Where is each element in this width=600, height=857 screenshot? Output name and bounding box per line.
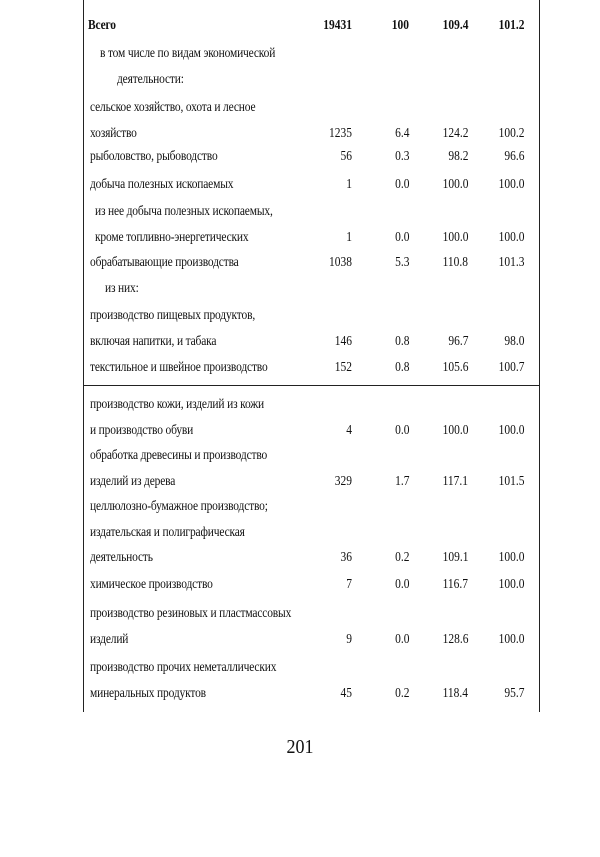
cell-value-col-3: 100.0	[442, 229, 468, 245]
cell-value-col-1: 1	[346, 229, 352, 245]
row-label-line: в том числе по видам экономической	[100, 46, 276, 61]
cell-value-col-1: 19431	[323, 18, 352, 33]
cell-value-col-3: 105.6	[442, 360, 468, 375]
row-label-line: рыболовство, рыбоводство	[90, 149, 218, 164]
table-left-border	[83, 0, 84, 712]
cell-value-col-2: 0.3	[394, 149, 409, 164]
cell-value-col-1: 9	[346, 631, 352, 647]
cell-value-col-3: 109.1	[442, 550, 468, 565]
cell-value-col-4: 101.5	[498, 473, 524, 489]
row-label-line: производство пищевых продуктов,	[90, 308, 256, 323]
cell-value-col-4: 95.7	[503, 685, 524, 701]
cell-value-col-1: 1	[346, 177, 352, 192]
row-label-line: обрабатывающие производства	[90, 255, 239, 270]
cell-value-col-3: 96.7	[447, 333, 468, 349]
cell-value-col-3: 109.4	[442, 18, 468, 33]
cell-value-col-3: 118.4	[442, 685, 468, 701]
cell-value-col-2: 0.0	[394, 422, 409, 438]
row-label-line: производство кожи, изделий из кожи	[90, 397, 265, 412]
row-label-line: химическое производство	[90, 577, 213, 592]
row-label-line: производство прочих неметаллических	[90, 660, 277, 675]
cell-value-col-3: 100.0	[442, 177, 468, 192]
cell-value-col-4: 100.7	[498, 360, 524, 375]
cell-value-col-3: 117.1	[442, 473, 468, 489]
row-label-line: включая напитки, и табака	[90, 333, 217, 349]
cell-value-col-4: 100.0	[498, 550, 524, 565]
cell-value-col-3: 116.7	[442, 577, 468, 592]
cell-value-col-2: 1.7	[394, 473, 409, 489]
row-label-line: обработка древесины и производство	[90, 448, 268, 463]
cell-value-col-2: 0.0	[394, 631, 409, 647]
cell-value-col-1: 36	[340, 550, 352, 565]
row-label-line: из нее добыча полезных ископаемых,	[95, 204, 273, 219]
cell-value-col-1: 56	[340, 149, 352, 164]
cell-value-col-4: 100.2	[498, 125, 524, 141]
cell-value-col-4: 98.0	[503, 333, 524, 349]
cell-value-col-4: 100.0	[498, 631, 524, 647]
row-label-line: хозяйство	[90, 125, 137, 141]
row-label-line: текстильное и швейное производство	[90, 360, 268, 375]
cell-value-col-3: 124.2	[442, 125, 468, 141]
row-label-line: сельское хозяйство, охота и лесное	[90, 100, 256, 115]
cell-value-col-2: 0.2	[394, 685, 409, 701]
row-label-line: минеральных продуктов	[90, 685, 206, 701]
cell-value-col-2: 0.0	[394, 577, 409, 592]
row-label-line: целлюлозно-бумажное производство;	[90, 499, 268, 514]
cell-value-col-1: 1235	[329, 125, 352, 141]
row-label-line: деятельность	[90, 550, 153, 565]
cell-value-col-4: 101.2	[498, 18, 524, 33]
cell-value-col-4: 96.6	[503, 149, 524, 164]
cell-value-col-1: 1038	[329, 255, 352, 270]
cell-value-col-4: 100.0	[498, 177, 524, 192]
cell-value-col-1: 45	[340, 685, 352, 701]
cell-value-col-3: 100.0	[442, 422, 468, 438]
cell-value-col-2: 0.8	[394, 360, 409, 375]
row-label-line: кроме топливно-энергетических	[95, 229, 249, 245]
cell-value-col-2: 5.3	[394, 255, 409, 270]
cell-value-col-1: 7	[346, 577, 352, 592]
cell-value-col-4: 101.3	[498, 255, 524, 270]
cell-value-col-1: 329	[334, 473, 352, 489]
cell-value-col-2: 0.2	[394, 550, 409, 565]
table-section-divider	[83, 385, 540, 386]
row-label-line: деятельности:	[117, 71, 184, 87]
row-label-line: из них:	[105, 281, 139, 296]
cell-value-col-2: 6.4	[394, 125, 409, 141]
cell-value-col-2: 100	[391, 18, 409, 33]
cell-value-col-1: 146	[334, 333, 352, 349]
page-number: 201	[286, 736, 314, 758]
row-label-line: добыча полезных ископаемых	[90, 177, 234, 192]
cell-value-col-2: 0.0	[394, 177, 409, 192]
cell-value-col-2: 0.0	[394, 229, 409, 245]
table-right-border	[539, 0, 540, 712]
cell-value-col-3: 128.6	[442, 631, 468, 647]
row-label-line: производство резиновых и пластмассовых	[90, 606, 292, 621]
cell-value-col-4: 100.0	[498, 577, 524, 592]
row-label-line: и производство обуви	[90, 422, 194, 438]
cell-value-col-1: 4	[346, 422, 352, 438]
cell-value-col-2: 0.8	[394, 333, 409, 349]
cell-value-col-1: 152	[334, 360, 352, 375]
row-label-line: издательская и полиграфическая	[90, 524, 245, 540]
cell-value-col-3: 98.2	[447, 149, 468, 164]
cell-value-col-4: 100.0	[498, 422, 524, 438]
row-label-line: Всего	[88, 18, 116, 33]
row-label-line: изделий	[90, 631, 129, 647]
cell-value-col-3: 110.8	[442, 255, 468, 270]
cell-value-col-4: 100.0	[498, 229, 524, 245]
row-label-line: изделий из дерева	[90, 473, 176, 489]
